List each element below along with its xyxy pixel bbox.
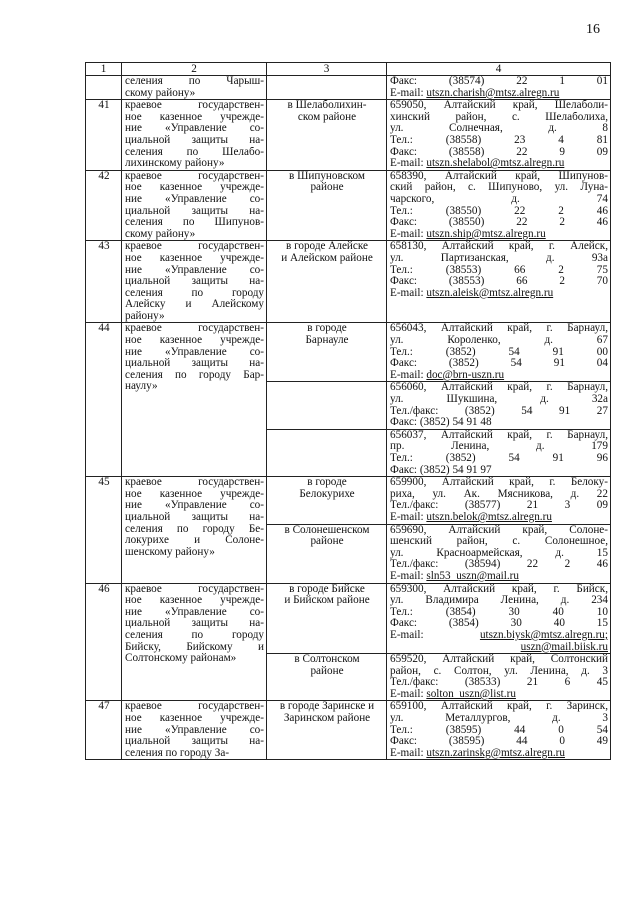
district-cell bbox=[267, 524, 387, 583]
email-link: uszn@mail.biisk.ru bbox=[520, 641, 608, 653]
address-line: E-mail: utszn.biysk@mtsz.alregn.ru; bbox=[390, 629, 608, 641]
address-cell bbox=[387, 477, 611, 524]
entry-number: 43 bbox=[86, 241, 122, 323]
address-line: Тел.: (38550) 22 2 46 bbox=[390, 205, 608, 217]
address-line: Факс: (3854) 30 40 15 bbox=[390, 618, 608, 630]
district-cell bbox=[267, 429, 387, 476]
institution-line: Бийску, Бийскому и bbox=[125, 641, 264, 653]
email-link: solton_uszn@list.ru bbox=[426, 688, 516, 700]
address-line: ул. Короленко, д. 67 bbox=[390, 335, 608, 347]
institution-line: циальной защиты на- bbox=[125, 134, 264, 146]
table-row bbox=[86, 241, 611, 323]
address-cell bbox=[387, 170, 611, 241]
institution-line: селения по городу bbox=[125, 629, 264, 641]
institution-line: локурихе и Солоне- bbox=[125, 535, 264, 547]
institution-name bbox=[122, 100, 267, 171]
address-cell bbox=[387, 654, 611, 701]
institution-line: ное казенное учрежде- bbox=[125, 713, 264, 725]
institution-line: ние «Управление со- bbox=[125, 606, 264, 618]
institution-line: ние «Управление со- bbox=[125, 500, 264, 512]
column-header: 1 bbox=[86, 63, 122, 76]
institution-line: шенскому району» bbox=[125, 546, 215, 558]
district-line: в Шелаболихин- bbox=[287, 100, 367, 112]
address-line: E-mail: utszn.zarinskg@mtsz.alregn.ru bbox=[390, 747, 565, 759]
address-cell bbox=[387, 323, 611, 382]
institution-line: циальной защиты на- bbox=[125, 358, 264, 370]
address-line: Тел./факс: (3852) 54 91 27 bbox=[390, 405, 608, 417]
entry-number: 41 bbox=[86, 100, 122, 171]
institution-line: району» bbox=[125, 310, 165, 322]
address-line: Факс: (38558) 22 9 09 bbox=[390, 146, 608, 158]
institution-line: ние «Управление со- bbox=[125, 724, 264, 736]
district-cell bbox=[267, 477, 387, 524]
address-line: 659100, Алтайский край, г. Заринск, bbox=[390, 701, 608, 713]
institution-line: селения по Шипунов- bbox=[125, 217, 264, 229]
address-cell bbox=[387, 76, 611, 100]
address-line: 659520, Алтайский край, Солтонский bbox=[390, 654, 608, 666]
institution-name bbox=[122, 241, 267, 323]
address-line: Факс: (38574) 22 1 01 bbox=[390, 76, 608, 87]
address-line: 658130, Алтайский край, г. Алейск, bbox=[390, 241, 608, 253]
address-cell bbox=[387, 429, 611, 476]
entry-number: 47 bbox=[86, 701, 122, 760]
address-line: E-mail: utszn.charish@mtsz.alregn.ru bbox=[390, 87, 560, 99]
table-row bbox=[86, 477, 611, 524]
institution-line: циальной защиты на- bbox=[125, 511, 264, 523]
email-link: utszn.aleisk@mtsz.alregn.ru bbox=[426, 287, 554, 299]
district-cell bbox=[267, 701, 387, 760]
contacts-table bbox=[85, 62, 611, 760]
district-line: в Солтонском bbox=[294, 654, 360, 666]
institution-name bbox=[122, 170, 267, 241]
district-line: в городе bbox=[307, 323, 347, 335]
district-cell bbox=[267, 583, 387, 654]
district-line: в городе Бийске bbox=[289, 583, 365, 595]
address-line: чарского, д. 74 bbox=[390, 193, 608, 205]
address-line: 659050, Алтайский край, Шелаболи- bbox=[390, 100, 608, 112]
address-line: ул. Шукшина, д. 32а bbox=[390, 394, 608, 406]
address-cell bbox=[387, 583, 611, 654]
institution-line: ное казенное учрежде- bbox=[125, 335, 264, 347]
address-line: E-mail: utszn.aleisk@mtsz.alregn.ru bbox=[390, 287, 554, 299]
address-line: ул. Владимира Ленина, д. 234 bbox=[390, 595, 608, 607]
email-link: utszn.shelabol@mtsz.alregn.ru bbox=[426, 158, 565, 170]
address-line: Факс: (3852) 54 91 04 bbox=[390, 358, 608, 370]
address-line: ул. Металлургов, д. 3 bbox=[390, 713, 608, 725]
address-line: Тел.: (3854) 30 40 10 bbox=[390, 606, 608, 618]
column-header: 4 bbox=[387, 63, 611, 76]
address-line: Тел.: (38595) 44 0 54 bbox=[390, 724, 608, 736]
address-line: ул. Солнечная, д. 8 bbox=[390, 123, 608, 135]
district-line: районе bbox=[310, 665, 344, 677]
address-line: E-mail: utszn.shelabol@mtsz.alregn.ru bbox=[390, 158, 565, 170]
address-line: риха, ул. Ак. Мясникова, д. 22 bbox=[390, 488, 608, 500]
email-link: utszn.zarinskg@mtsz.alregn.ru bbox=[426, 747, 565, 759]
institution-line: краевое государствен- bbox=[125, 583, 264, 595]
institution-line: скому району» bbox=[125, 228, 196, 240]
district-line: в городе Заринске и bbox=[279, 701, 375, 713]
address-line: Факс: (3852) 54 91 48 bbox=[390, 417, 492, 429]
email-link: utszn.charish@mtsz.alregn.ru bbox=[426, 87, 560, 99]
table-row bbox=[86, 100, 611, 171]
address-cell bbox=[387, 524, 611, 583]
district-line: районе bbox=[310, 182, 344, 194]
district-line: районе bbox=[310, 536, 344, 548]
institution-line: ное казенное учрежде- bbox=[125, 111, 264, 123]
institution-line: ное казенное учрежде- bbox=[125, 252, 264, 264]
table-row bbox=[86, 701, 611, 760]
district-cell bbox=[267, 654, 387, 701]
address-line bbox=[390, 642, 608, 654]
district-cell bbox=[267, 323, 387, 382]
column-header: 2 bbox=[122, 63, 267, 76]
address-line: 659690, Алтайский край, Солоне- bbox=[390, 524, 608, 536]
institution-line: ное казенное учрежде- bbox=[125, 488, 264, 500]
district-line: и Бийском районе bbox=[284, 595, 370, 607]
email-link: sln53_uszn@mail.ru bbox=[426, 570, 520, 582]
institution-name bbox=[122, 323, 267, 477]
district-line: Заринском районе bbox=[283, 713, 371, 725]
table-header-row bbox=[86, 63, 611, 76]
institution-line: селения по Шелабо- bbox=[125, 146, 264, 158]
institution-line: циальной защиты на- bbox=[125, 736, 264, 748]
address-line: шенский район, с. Солонешное, bbox=[390, 536, 608, 548]
email-link: utszn.biysk@mtsz.alregn.ru; bbox=[479, 629, 608, 641]
district-line: в Шипуновском bbox=[288, 170, 366, 182]
address-line: 656043, Алтайский край, г. Барнаул, bbox=[390, 323, 608, 335]
institution-line: ное казенное учрежде- bbox=[125, 182, 264, 194]
entry-number: 44 bbox=[86, 323, 122, 477]
address-line: Тел.: (3852) 54 91 00 bbox=[390, 346, 608, 358]
email-link: doc@brn-uszn.ru bbox=[426, 369, 505, 381]
institution-line: ние «Управление со- bbox=[125, 123, 264, 135]
institution-line: ние «Управление со- bbox=[125, 193, 264, 205]
address-line: Тел./факс: (38594) 22 2 46 bbox=[390, 559, 608, 571]
table-row bbox=[86, 76, 611, 100]
entry-number: 46 bbox=[86, 583, 122, 701]
institution-line: селения по Чарыш- bbox=[125, 76, 264, 87]
address-line: Факс: (3852) 54 91 97 bbox=[390, 464, 492, 476]
address-line: район, с. Солтон, ул. Ленина, д. 3 bbox=[390, 665, 608, 677]
address-line: 656060, Алтайский край, г. Барнаул, bbox=[390, 382, 608, 394]
address-cell bbox=[387, 241, 611, 323]
address-line: E-mail: sln53_uszn@mail.ru bbox=[390, 570, 520, 582]
address-line: ул. Партизанская, д. 93а bbox=[390, 252, 608, 264]
address-line: Тел.: (38558) 23 4 81 bbox=[390, 134, 608, 146]
institution-line: Алейску и Алейскому bbox=[125, 299, 264, 311]
address-line: Тел./факс: (38577) 21 3 09 bbox=[390, 500, 608, 512]
entry-number bbox=[86, 76, 122, 100]
address-line: 659300, Алтайский край, г. Бийск, bbox=[390, 583, 608, 595]
address-line: 658390, Алтайский край, Шипунов- bbox=[390, 170, 608, 182]
address-line: 659900, Алтайский край, г. Белоку- bbox=[390, 477, 608, 489]
page-number: 16 bbox=[586, 22, 600, 37]
address-line: хинский район, с. Шелаболиха, bbox=[390, 111, 608, 123]
institution-line: краевое государствен- bbox=[125, 170, 264, 182]
email-link: utszn.belok@mtsz.alregn.ru bbox=[426, 511, 552, 523]
institution-line: ное казенное учрежде- bbox=[125, 595, 264, 607]
institution-line: селения по городу Бар- bbox=[125, 369, 264, 381]
column-header: 3 bbox=[267, 63, 387, 76]
institution-line: Солтонскому районам» bbox=[125, 653, 237, 665]
district-cell bbox=[267, 76, 387, 100]
address-cell bbox=[387, 100, 611, 171]
district-line: и Алейском районе bbox=[281, 252, 373, 264]
institution-line: краевое государствен- bbox=[125, 241, 264, 253]
address-cell bbox=[387, 701, 611, 760]
address-line: E-mail: utszn.belok@mtsz.alregn.ru bbox=[390, 511, 552, 523]
institution-name bbox=[122, 701, 267, 760]
district-cell bbox=[267, 100, 387, 171]
address-line: E-mail: doc@brn-uszn.ru bbox=[390, 369, 505, 381]
institution-line: краевое государствен- bbox=[125, 100, 264, 112]
address-cell bbox=[387, 382, 611, 429]
institution-line: краевое государствен- bbox=[125, 477, 264, 489]
district-cell bbox=[267, 382, 387, 429]
institution-line: ние «Управление со- bbox=[125, 264, 264, 276]
address-line: Факс: (38595) 44 0 49 bbox=[390, 736, 608, 748]
address-line: Тел./факс: (38533) 21 6 45 bbox=[390, 677, 608, 689]
address-line: 656037, Алтайский край, г. Барнаул, bbox=[390, 429, 608, 441]
entry-number: 45 bbox=[86, 477, 122, 583]
institution-line: ние «Управление со- bbox=[125, 346, 264, 358]
institution-name bbox=[122, 583, 267, 701]
address-line: пр. Ленина, д. 179 bbox=[390, 441, 608, 453]
institution-line: краевое государствен- bbox=[125, 323, 264, 335]
institution-line: лихинскому району» bbox=[125, 158, 225, 170]
district-cell bbox=[267, 170, 387, 241]
institution-line: циальной защиты на- bbox=[125, 276, 264, 288]
address-line: E-mail: utszn.ship@mtsz.alregn.ru bbox=[390, 228, 546, 240]
district-line: Барнауле bbox=[305, 335, 349, 347]
address-line: Тел.: (38553) 66 2 75 bbox=[390, 264, 608, 276]
district-line: в городе Алейске bbox=[285, 241, 368, 253]
district-line: ском районе bbox=[297, 111, 357, 123]
institution-line: селения по городу bbox=[125, 287, 264, 299]
institution-name bbox=[122, 76, 267, 100]
institution-line: наулу» bbox=[125, 381, 158, 393]
institution-line: циальной защиты на- bbox=[125, 205, 264, 217]
table-row bbox=[86, 170, 611, 241]
district-cell bbox=[267, 241, 387, 323]
institution-line: краевое государствен- bbox=[125, 701, 264, 713]
address-line: Факс: (38553) 66 2 70 bbox=[390, 276, 608, 288]
institution-line: циальной защиты на- bbox=[125, 618, 264, 630]
institution-name bbox=[122, 477, 267, 583]
institution-line: селения по городу Бе- bbox=[125, 523, 264, 535]
address-line: ул. Красноармейская, д. 15 bbox=[390, 547, 608, 559]
address-line: Факс: (38550) 22 2 46 bbox=[390, 217, 608, 229]
address-line: ский район, с. Шипуново, ул. Луна- bbox=[390, 182, 608, 194]
table-row bbox=[86, 323, 611, 382]
district-line: Белокурихе bbox=[299, 488, 355, 500]
email-link: utszn.ship@mtsz.alregn.ru bbox=[426, 228, 546, 240]
address-line: Тел.: (3852) 54 91 96 bbox=[390, 453, 608, 464]
table-row bbox=[86, 583, 611, 654]
district-line: в Солонешенском bbox=[284, 524, 370, 536]
entry-number: 42 bbox=[86, 170, 122, 241]
institution-line: селения по городу За- bbox=[125, 747, 230, 759]
institution-line: скому району» bbox=[125, 87, 196, 99]
address-line: E-mail: solton_uszn@list.ru bbox=[390, 688, 516, 700]
district-line: в городе bbox=[307, 477, 347, 489]
